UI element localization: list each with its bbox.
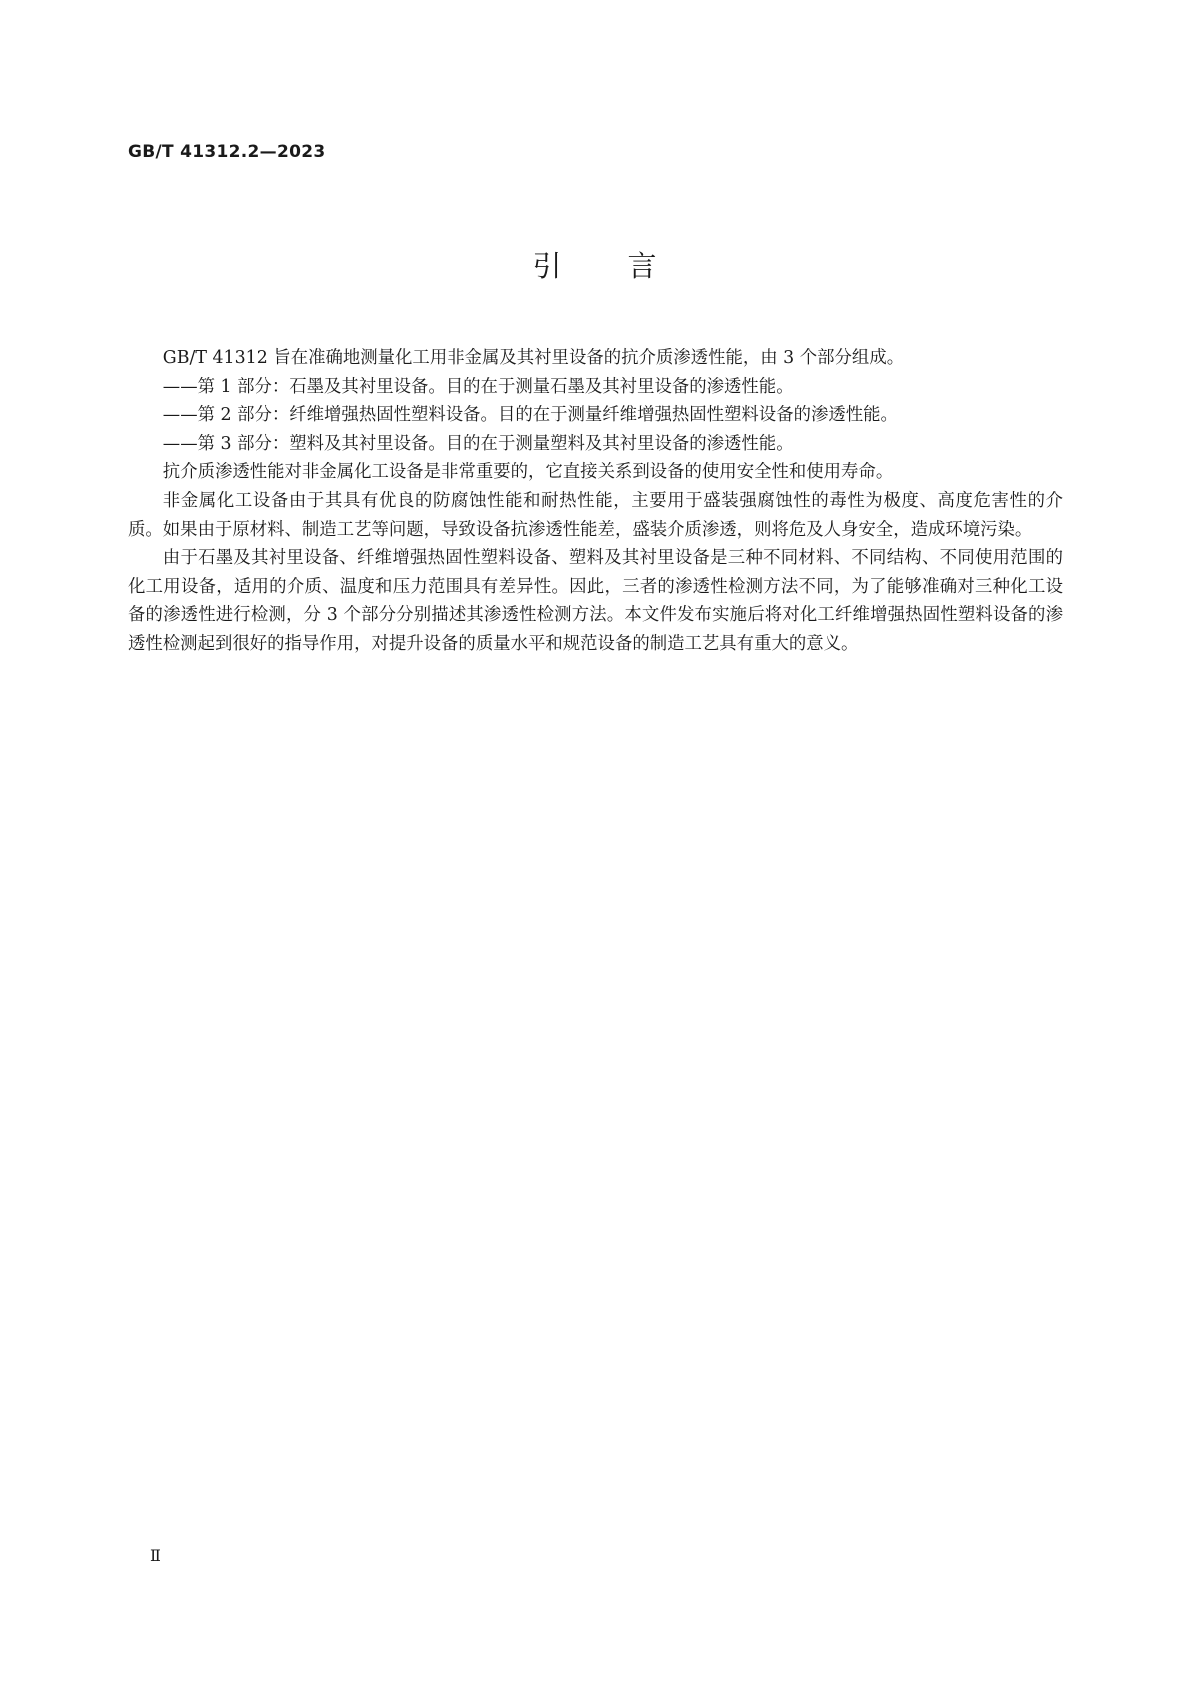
title-char-2: 言 xyxy=(627,249,659,283)
background-paragraph: 非金属化工设备由于其具有优良的防腐蚀性能和耐热性能，主要用于盛装强腐蚀性的毒性为极度、高度危害性的介质。如果由于原材料、制造工艺等问题，导致设备抗渗透性能差，盛装介质渗透，则将危及人身安全，造成环境污染。 xyxy=(128,490,1063,540)
page-number: Ⅱ xyxy=(150,1546,161,1565)
purpose-paragraph: 由于石墨及其衬里设备、纤维增强热固性塑料设备、塑料及其衬里设备是三种不同材料、不同结构、不同使用范围的化工用设备，适用的介质、温度和压力范围具有差异性。因此，三者的渗透性检测方法不同，为了能够准确对三种化工设备的渗透性进行检测，分 3 个部分分别描述其渗透性检测方法。本文件发布实施后将对化工纤维增强热固性塑料设备的渗透性检测起到很好的指导作用，对提升设备的质量水平和规范设备的制造工艺具有重大的意义。 xyxy=(128,548,1063,654)
intro-paragraph: GB/T 41312 旨在准确地测量化工用非金属及其衬里设备的抗介质渗透性能，由 3 个部分组成。 xyxy=(162,348,905,368)
standard-code: GB/T 41312.2—2023 xyxy=(128,142,326,162)
title-char-1: 引 xyxy=(532,249,564,283)
introduction-body xyxy=(128,344,1063,659)
importance-paragraph: 抗介质渗透性能对非金属化工设备是非常重要的，它直接关系到设备的使用安全性和使用寿命。 xyxy=(162,462,894,483)
part-3-item: ——第 3 部分：塑料及其衬里设备。目的在于测量塑料及其衬里设备的渗透性能。 xyxy=(162,433,794,454)
part-1-item: ——第 1 部分：石墨及其衬里设备。目的在于测量石墨及其衬里设备的渗透性能。 xyxy=(162,376,794,397)
part-2-item: ——第 2 部分：纤维增强热固性塑料设备。目的在于测量纤维增强热固性塑料设备的渗透性能。 xyxy=(162,405,898,426)
page-title xyxy=(0,244,1191,285)
